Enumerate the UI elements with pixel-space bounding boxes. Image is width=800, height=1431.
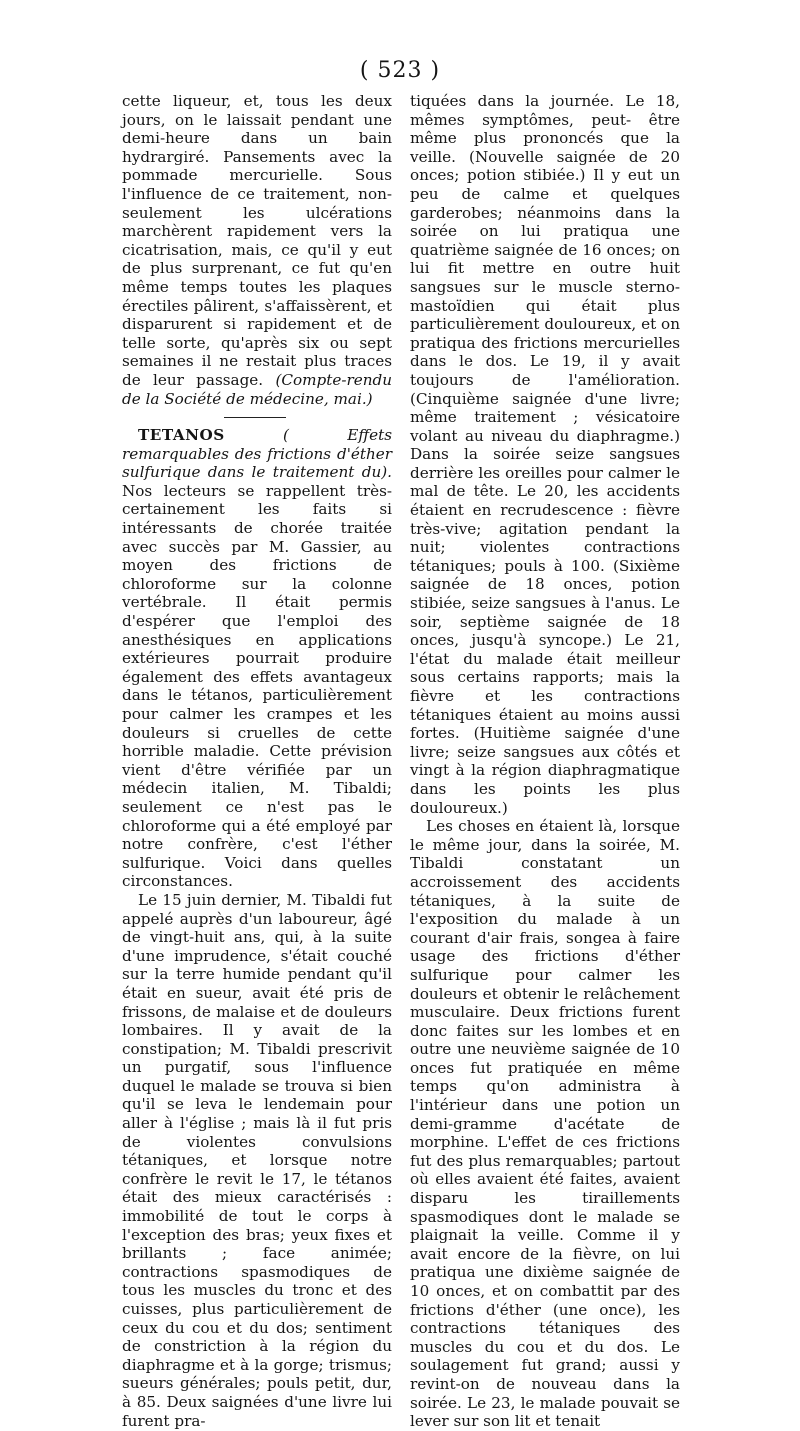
article-subtitle: ( Effets remarquables des frictions d'éther sulfurique dans le traitement du). xyxy=(122,426,392,482)
left-column xyxy=(122,92,392,1430)
paragraph-continued xyxy=(122,92,392,408)
paragraph-text: cette liqueur, et, tous les deux jours, on le laissait pendant une demi-heure dans un bain hydrargiré. Pansements avec la pommade mercurielle. Sous l'influence de ce traitement, non-seulement les ulcérations marchèrent rapidement vers la cicatrisation, mais, ce qu'il y eut de plus surprenant, ce fut qu'en même temps toutes les plaques érectiles pâlirent, s'affaissèrent, et disparurent si rapidement et de telle sorte, qu'après six ou sept semaines il ne restait plus traces de leur passage. xyxy=(122,92,392,389)
paragraph-continued: tiquées dans la journée. Le 18, mêmes symptômes, peut- être même plus prononcés que la veille. (Nouvelle saignée de 20 onces; potion stibiée.) Il y eut un peu de calme et quelques garderobes; néanmoins dans la soirée on lui pratiqua une quatrième saignée de 16 onces; on lui fit mettre en outre huit sangsues sur le muscle sterno-mastoïdien qui était plus particulièrement douloureux, et on pratiqua des frictions mercurielles dans le dos. Le 19, il y avait toujours de l'amélioration. (Cinquième saignée d'une livre; même traitement ; vésicatoire volant au niveau du diaphragme.) Dans la soirée seize sangsues derrière les oreilles pour calmer le mal de tête. Le 20, les accidents étaient en recrudescence : fièvre très-vive; agitation pendant la nuit; violentes contractions tétaniques; pouls à 100. (Sixième saignée de 18 onces, potion stibiée, seize sangsues à l'anus. Le soir, septième saignée de 18 onces, jusqu'à syncope.) Le 21, l'état du malade était meilleur sous certains rapports; mais la fièvre et les contractions tétaniques étaient au moins aussi fortes. (Huitième saignée d'une livre; seize sangsues aux côtés et vingt à la région diaphragmatique dans les points les plus douloureux.) xyxy=(410,92,680,817)
paragraph: Le 15 juin dernier, M. Tibaldi fut appelé auprès d'un laboureur, âgé de vingt-huit ans, qui, à la suite d'une imprudence, s'était couché sur la terre humide pendant qu'il était en sueur, avait été pris de frissons, de malaise et de douleurs lombaires. Il y avait de la constipation; M. Tibaldi prescrivit un purgatif, sous l'influence duquel le malade se trouva si bien qu'il se leva le lendemain pour aller à l'église ; mais là il fut pris de violentes convulsions tétaniques, et lorsque notre confrère le revit le 17, le tétanos était des mieux caractérisés : immobilité de tout le corps à l'exception des bras; yeux fixes et brillants ; face animée; contractions spasmodiques de tous les muscles du tronc et des cuisses, plus particulièrement de ceux du cou et du dos; sentiment de constriction à la région du diaphragme et à la gorge; trismus; sueurs générales; pouls petit, dur, à 85. Deux saignées d'une livre lui furent pra- xyxy=(122,890,392,1430)
citation: (Compte-rendu de la Société de médecine, mai.) xyxy=(122,370,393,408)
page-number: ( 523 ) xyxy=(359,58,441,83)
article-paragraph xyxy=(122,426,392,891)
article-title: TETANOS xyxy=(138,426,225,445)
right-column xyxy=(410,92,680,1431)
paragraph-text: Nos lecteurs se rappellent très-certainement les faits si intéressants de chorée traitée avec succès par M. Gassier, au moyen des frictions de chloroforme sur la colonne vertébrale. Il était permis d'espérer que l'emploi des anesthésiques en applications extérieures pourrait produire également des effets avantageux dans le tétanos, particulièrement pour calmer les crampes et les douleurs si cruelles de cette horrible maladie. Cette prévision vient d'être vérifiée par un médecin italien, M. Tibaldi; seulement ce n'est pas le chloroforme qui a été employé par notre confrère, c'est l'éther sulfurique. Voici dans quelles circonstances. xyxy=(122,481,392,891)
section-divider-wrap xyxy=(122,408,392,426)
section-divider xyxy=(224,417,286,418)
paragraph: Les choses en étaient là, lorsque le même jour, dans la soirée, M. Tibaldi constatant un accroissement des accidents tétaniques, à la suite de l'exposition du malade à un courant d'air frais, songea à faire usage des frictions d'éther sulfurique pour calmer les douleurs et obtenir le relâchement musculaire. Deux frictions furent donc faites sur les lombes et en outre une neuvième saignée de 10 onces fut pratiquée en même temps qu'on administra à l'intérieur dans une potion un demi-gramme d'acétate de morphine. L'effet de ces frictions fut des plus remarquables; partout où elles avaient été faites, avaient disparu les tiraillements spasmodiques dont le malade se plaignait la veille. Comme il y avait encore de la fièvre, on lui pratiqua une dixième saignée de 10 onces, et on combattit par des frictions d'éther (une once), les contractions tétaniques des muscles du cou et du dos. Le soulagement fut grand; aussi y revint-on de nouveau dans la soirée. Le 23, le malade pouvait se lever sur son lit et tenait xyxy=(410,817,680,1431)
